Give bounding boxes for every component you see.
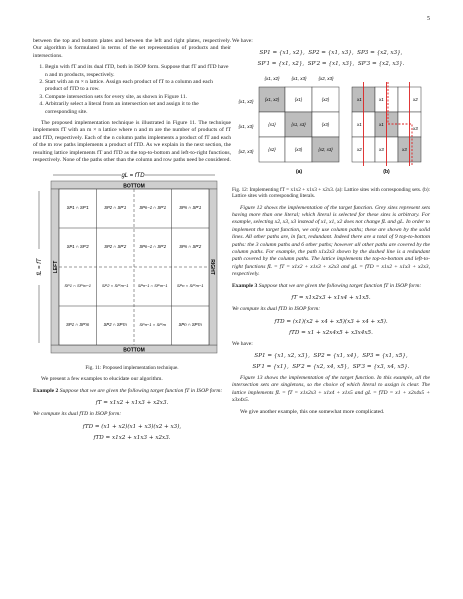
fig12-lattice-literal: x1: [379, 97, 384, 103]
left-plate-label: LEFT: [53, 260, 59, 273]
fig13-paragraph: Figure 13 shows the implementation of the target function. In this example, all the intersection sets are singletons, so the choice of which literal to assign is clear. The lattice implements fL = fT = x1x2x3 + x1x4 + x1x5 and gL = fTD = x1 + x2x4x5 + x3x4x5.: [232, 374, 430, 404]
algorithm-steps: [33, 64, 231, 116]
example-3-text: Suppose that we are given the following target function fT in ISOP form:: [258, 282, 422, 289]
fig12-row-header: {x2, x3}: [238, 149, 254, 155]
fig11-cell: SPn ∩ SP′1: [179, 204, 202, 210]
example-2-text: Suppose that we are given the following target function fT in ISOP form:: [59, 387, 223, 394]
fig12-lattice-literal: x2: [413, 97, 418, 103]
example-2: [33, 388, 231, 395]
equation-dual-sop-3: fTD = x1 + x2x4x5 + x3x4x5.: [289, 329, 373, 336]
figure-11: [33, 169, 231, 359]
fig11-cell: SPn−1 ∩ SP′1: [139, 204, 167, 210]
fig12-cell: {x2, x3}: [318, 147, 333, 153]
bottom-plate-label: BOTTOM: [123, 346, 145, 353]
dual-intro: We compute its dual fTD in ISOP form:: [33, 411, 122, 418]
dual-intro-3: We compute its dual fTD in ISOP form:: [232, 306, 321, 313]
examples-intro: We present a few examples to elucidate our algorithm.: [41, 376, 163, 383]
technique-paragraph: The proposed implementation technique is illustrated in Figure 11. The technique implements fT with an m × n lattice where n and m are the number of products of fT and fTD, respectively. Each of the n column paths implements a product of fT and each of the m row paths implements a product of fTD. As we explain in the next section, the resulting lattice implements fT and fTD as the top-to-bottom and left-to-right functions, respectively. None of the paths other than the column and row paths need be considered.: [33, 120, 231, 164]
equation-dual-pos-3: fTD = (x1)(x2 + x4 + x5)(x3 + x4 + x5).: [274, 318, 388, 325]
fig12-cell: {x1, x3}: [291, 122, 306, 128]
fig12-label-b: (b): [383, 169, 390, 176]
example-3-head: Example 3: [232, 282, 258, 289]
step-3: 3. Compute intersection sets for every site, as shown in Figure 11.: [45, 94, 231, 101]
fig11-cell: SP1 ∩ SP′1: [66, 204, 89, 210]
figure-12: [232, 72, 430, 180]
fig12-lattice-literal: x1: [357, 122, 362, 128]
fig12-cell: {x1, x2}: [264, 97, 280, 103]
fig12-row-header: {x1, x2}: [238, 99, 254, 105]
fig12-cell: {x3}: [321, 122, 330, 128]
fig12-cell: {x1}: [268, 122, 276, 128]
equation-ft-3: fT = x1x2x3 + x1x4 + x1x5.: [291, 295, 371, 302]
fig12-lattice-literal: x1: [379, 122, 384, 128]
fig11-cell: SPn ∩ SP′m: [178, 321, 202, 327]
we-have-2: We have:: [232, 340, 253, 347]
we-have-1: We have:: [232, 38, 253, 44]
fig11-left-label: fL = fT: [37, 257, 43, 276]
fig11-cell: SP1 ∩ SP′m: [66, 321, 90, 327]
fig11-cell: SPn ∩ SP′m−1: [176, 282, 204, 288]
fig11-cell: SPn−1 ∩ SP′m−1: [137, 283, 168, 288]
step-1: 1. Begin with fT and its dual fTD, both in ISOP form. Suppose that fT and fTD have n and m products, respectively.: [45, 64, 231, 79]
fig12-cell: {x2}: [321, 97, 330, 103]
equation-dual-pos: fTD = (x1 + x2)(x1 + x3)(x2 + x3),: [82, 423, 182, 430]
fig11-cell: SP1 ∩ SP′m−1: [64, 282, 92, 288]
left-column: [33, 38, 231, 446]
page-number: 5: [427, 16, 430, 22]
equation-ft: fT = x1x2 + x1x3 + x2x3.: [95, 400, 169, 407]
sets-2a: SP1 = {x1, x2, x3}, SP2 = {x1, x4}, SP3 = {x1, x5},: [254, 352, 408, 359]
fig12-row-header: {x1, x3}: [238, 124, 254, 130]
fig11-cell: SP2 ∩ SP′2: [104, 243, 127, 249]
fig12-label-a: (a): [295, 169, 303, 176]
step-4: 4. Arbitrarily select a literal from an intersection set and assign it to the corresponding site.: [45, 101, 231, 116]
fig12-lattice-literal: x2: [357, 147, 362, 153]
fig12-lattice-literal: x3: [413, 126, 418, 132]
step-2: 2. Start with an m × n lattice. Assign each product of fT to a column and each product of fTD to a row.: [45, 79, 231, 94]
fig12-lattice-literal: x3: [379, 147, 384, 153]
fig12-col-header: {x1, x2}: [264, 76, 280, 82]
example-3: [232, 283, 430, 290]
intro-paragraph: between the top and bottom plates and between the left and right plates, respectively. Our algorithm is formulated in terms of the set representation of products and their intersections.: [33, 38, 231, 59]
fig12-caption: Fig. 12: Implementing fT = x1x2 + x1x3 + x2x3. (a): Lattice sites with corresponding sets. (b): Lattice sites with corresponding literals.: [232, 186, 430, 200]
fig12-lattice-literal: x1: [357, 97, 362, 103]
fig12-col-header: {x1, x3}: [291, 76, 307, 82]
fig11-cell: SP2 ∩ SP′1: [104, 204, 127, 210]
fig11-cell: SP2 ∩ SP′m−1: [101, 282, 129, 288]
fig11-cell: SPn ∩ SP′2: [179, 243, 202, 249]
example-2-head: Example 2: [33, 387, 59, 394]
fig12-cell: {x2}: [268, 147, 276, 153]
fig12-cell: {x1}: [294, 97, 303, 103]
fig11-cell: SPn−1 ∩ SP′m: [139, 321, 167, 327]
fig11-caption: Fig. 11: Proposed implementation technique.: [85, 364, 179, 371]
fig11-cell: SP2 ∩ SP′m: [103, 321, 127, 327]
right-plate-label: RIGHT: [209, 258, 215, 275]
fig12-paragraph: Figure 12 shows the implementation of the target function. Grey sites represent sets having more than one literal; which literal is selected for these sites is arbitrary. For example, selecting x2, x3, x3 instead of x1, x1, x2 does not change fL and gL. In order to implement the target function, we only use column paths; these are shown by the solid lines. All other paths are, in fact, redundant. Indeed there are a total of 9 top-to-bottom paths: the 3 column paths and 6 other paths; however all other paths are covered by the column paths. For example, the path x1x2x3 shown by the dashed line is a redundant path covered by the column paths. The lattice implements the top-to-bottom and left-to-right functions fL = fT = x1x2 + x1x3 + x2x3 and gL = fTD = x1x2 + x1x3 + x2x3, respectively.: [232, 204, 430, 278]
fig11-cell: SPn−1 ∩ SP′2: [139, 243, 167, 249]
fig11-cell: SP1 ∩ SP′2: [66, 243, 89, 249]
sets-1a: SP1 = {x1, x2}, SP2 = {x1, x3}, SP3 = {x2, x3},: [259, 50, 403, 57]
fig12-lattice-literal: x3: [402, 147, 407, 153]
sets-2b: SP′1 = {x1}, SP′2 = {x2, x4, x5}, SP′3 = {x3, x4, x5}.: [252, 363, 410, 370]
sets-1b: SP′1 = {x1, x2}, SP′2 = {x1, x3}, SP′3 = {x2, x3}.: [257, 61, 405, 68]
right-column: [232, 38, 430, 420]
fig12-col-header: {x2, x3}: [318, 76, 334, 82]
fig12-cell: {x3}: [294, 147, 303, 153]
closing-paragraph: We give another example, this one somewhat more complicated.: [240, 408, 385, 415]
equation-dual-sop: fTD = x1x2 + x1x3 + x2x3.: [93, 434, 171, 441]
top-plate-label: BOTTOM: [123, 182, 145, 189]
fig11-top-label: gL = fTD: [121, 172, 145, 179]
